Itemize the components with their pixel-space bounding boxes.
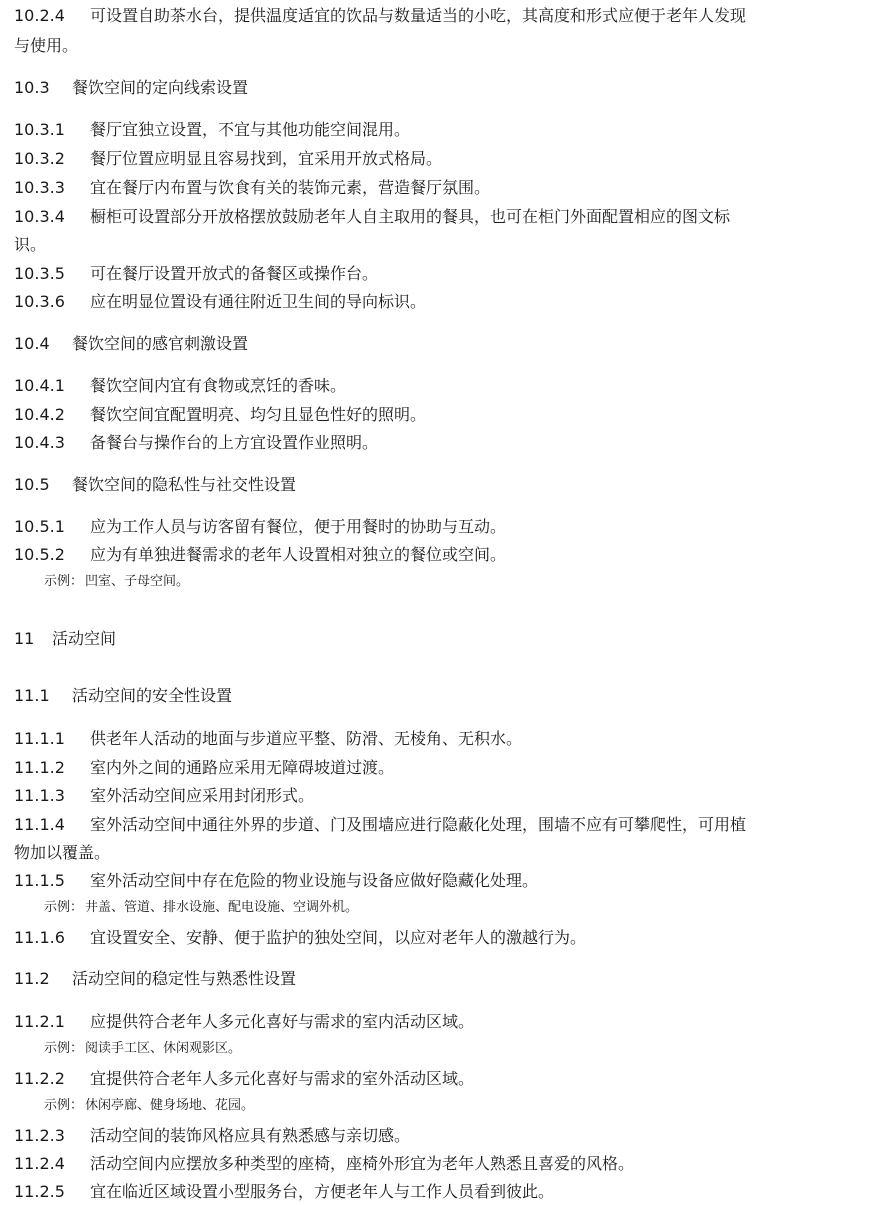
example-note	[44, 1039, 241, 1059]
clause-number: 10.2.4	[14, 6, 65, 25]
clause-number: 10.3.6	[14, 292, 65, 311]
clause-10-3-1	[14, 118, 410, 142]
section-number: 11.1	[14, 686, 50, 705]
clause-text: 备餐台与操作台的上方宜设置作业照明。	[90, 433, 379, 452]
clause-10-3-4	[14, 205, 730, 229]
clause-11-2-3	[14, 1124, 410, 1148]
clause-continuation: 识。	[14, 235, 47, 254]
clause-text: 应为有单独进餐需求的老年人设置相对独立的餐位或空间。	[90, 545, 507, 564]
section-number: 10.4	[14, 334, 50, 353]
clause-10-5-2	[14, 543, 506, 567]
example-label: 示例：	[44, 900, 84, 915]
clause-number: 11.1.6	[14, 928, 65, 947]
clause-text: 橱柜可设置部分开放格摆放鼓励老年人自主取用的餐具，也可在柜门外面配置相应的图文标	[90, 207, 731, 226]
example-label: 示例：	[44, 1098, 84, 1113]
clause-11-1-2	[14, 756, 394, 780]
clause-text: 宜在餐厅内布置与饮食有关的装饰元素，营造餐厅氛围。	[90, 178, 491, 197]
section-title: 餐饮空间的定向线索设置	[72, 78, 249, 97]
clause-number: 11.1.2	[14, 758, 65, 777]
clause-number: 10.3.3	[14, 178, 65, 197]
clause-number: 11.1.4	[14, 815, 65, 834]
clause-number: 10.3.1	[14, 120, 65, 139]
clause-text: 可设置自助茶水台，提供温度适宜的饮品与数量适当的小吃，其高度和形式应便于老年人发现	[90, 6, 747, 25]
clause-11-1-6	[14, 926, 586, 950]
section-heading-10-5	[14, 473, 296, 497]
clause-text: 宜提供符合老年人多元化喜好与需求的室外活动区域。	[90, 1069, 475, 1088]
example-label: 示例：	[44, 574, 84, 589]
clause-10-3-2	[14, 147, 442, 171]
clause-10-4-1	[14, 374, 346, 398]
clause-text: 应在明显位置设有通往附近卫生间的导向标识。	[90, 292, 427, 311]
clause-number: 11.2.4	[14, 1154, 65, 1173]
clause-number: 10.5.1	[14, 517, 65, 536]
example-note	[44, 572, 189, 592]
clause-text: 活动空间内应摆放多种类型的座椅，座椅外形宜为老年人熟悉且喜爱的风格。	[90, 1154, 635, 1173]
clause-10-4-3	[14, 431, 378, 455]
clause-number: 10.4.2	[14, 405, 65, 424]
clause-11-1-5	[14, 869, 538, 893]
clause-11-2-2	[14, 1067, 474, 1091]
example-note	[44, 898, 358, 918]
clause-text: 室外活动空间中存在危险的物业设施与设备应做好隐藏化处理。	[90, 871, 539, 890]
clause-11-1-1	[14, 727, 522, 751]
clause-text: 宜在临近区域设置小型服务台，方便老年人与工作人员看到彼此。	[90, 1182, 555, 1201]
clause-number: 10.3.4	[14, 207, 65, 226]
clause-number: 11.2.5	[14, 1182, 65, 1201]
clause-text: 餐饮空间内宜有食物或烹饪的香味。	[90, 376, 347, 395]
clause-number: 10.5.2	[14, 545, 65, 564]
section-heading-11-1	[14, 684, 232, 708]
clause-text: 应为工作人员与访客留有餐位，便于用餐时的协助与互动。	[90, 517, 507, 536]
section-title: 餐饮空间的隐私性与社交性设置	[72, 475, 297, 494]
section-title: 活动空间的安全性设置	[72, 686, 233, 705]
clause-number: 11.2.1	[14, 1012, 65, 1031]
example-label: 示例：	[44, 1041, 84, 1056]
clause-text: 室内外之间的通路应采用无障碍坡道过渡。	[90, 758, 395, 777]
clause-11-2-4	[14, 1152, 634, 1176]
clause-11-2-1	[14, 1010, 474, 1034]
clause-number: 10.4.1	[14, 376, 65, 395]
chapter-title: 活动空间	[52, 629, 117, 648]
clause-11-1-4	[14, 813, 746, 837]
section-heading-11-2	[14, 967, 296, 991]
clause-text: 活动空间的装饰风格应具有熟悉感与亲切感。	[90, 1126, 411, 1145]
section-title: 餐饮空间的感官刺激设置	[72, 334, 249, 353]
example-note	[44, 1096, 254, 1116]
clause-text: 室外活动空间中通往外界的步道、门及围墙应进行隐蔽化处理，围墙不应有可攀爬性，可用植	[90, 815, 747, 834]
example-text: 凹室、子母空间。	[85, 574, 190, 589]
section-title: 活动空间的稳定性与熟悉性设置	[72, 969, 297, 988]
clause-number: 11.2.2	[14, 1069, 65, 1088]
clause-10-3-5	[14, 262, 378, 286]
chapter-number: 11	[14, 629, 35, 648]
example-text: 井盖、管道、排水设施、配电设施、空调外机。	[85, 900, 359, 915]
clause-number: 10.3.2	[14, 149, 65, 168]
example-text: 休闲亭廊、健身场地、花园。	[85, 1098, 255, 1113]
clause-number: 10.4.3	[14, 433, 65, 452]
section-number: 10.3	[14, 78, 50, 97]
section-number: 10.5	[14, 475, 50, 494]
chapter-heading-11	[14, 627, 116, 651]
clause-text: 室外活动空间应采用封闭形式。	[90, 786, 315, 805]
clause-text: 宜设置安全、安静、便于监护的独处空间，以应对老年人的激越行为。	[90, 928, 587, 947]
section-number: 11.2	[14, 969, 50, 988]
clause-text: 供老年人活动的地面与步道应平整、防滑、无棱角、无积水。	[90, 729, 523, 748]
clause-number: 11.1.5	[14, 871, 65, 890]
clause-11-2-5	[14, 1180, 554, 1204]
clause-number: 11.1.1	[14, 729, 65, 748]
clause-10-4-2	[14, 403, 426, 427]
clause-10-2-4	[14, 4, 746, 28]
clause-number: 11.1.3	[14, 786, 65, 805]
example-text: 阅读手工区、休闲观影区。	[85, 1041, 242, 1056]
clause-text: 可在餐厅设置开放式的备餐区或操作台。	[90, 264, 379, 283]
clause-10-3-6	[14, 290, 426, 314]
clause-text: 餐饮空间宜配置明亮、均匀且显色性好的照明。	[90, 405, 427, 424]
clause-text: 餐厅位置应明显且容易找到，宜采用开放式格局。	[90, 149, 443, 168]
clause-11-1-3	[14, 784, 314, 808]
clause-continuation: 物加以覆盖。	[14, 843, 111, 862]
clause-text: 应提供符合老年人多元化喜好与需求的室内活动区域。	[90, 1012, 475, 1031]
section-heading-10-3	[14, 76, 248, 100]
clause-continuation: 与使用。	[14, 36, 79, 55]
clause-text: 餐厅宜独立设置，不宜与其他功能空间混用。	[90, 120, 411, 139]
section-heading-10-4	[14, 332, 248, 356]
clause-number: 10.3.5	[14, 264, 65, 283]
clause-10-3-3	[14, 176, 490, 200]
clause-number: 11.2.3	[14, 1126, 65, 1145]
clause-10-5-1	[14, 515, 506, 539]
